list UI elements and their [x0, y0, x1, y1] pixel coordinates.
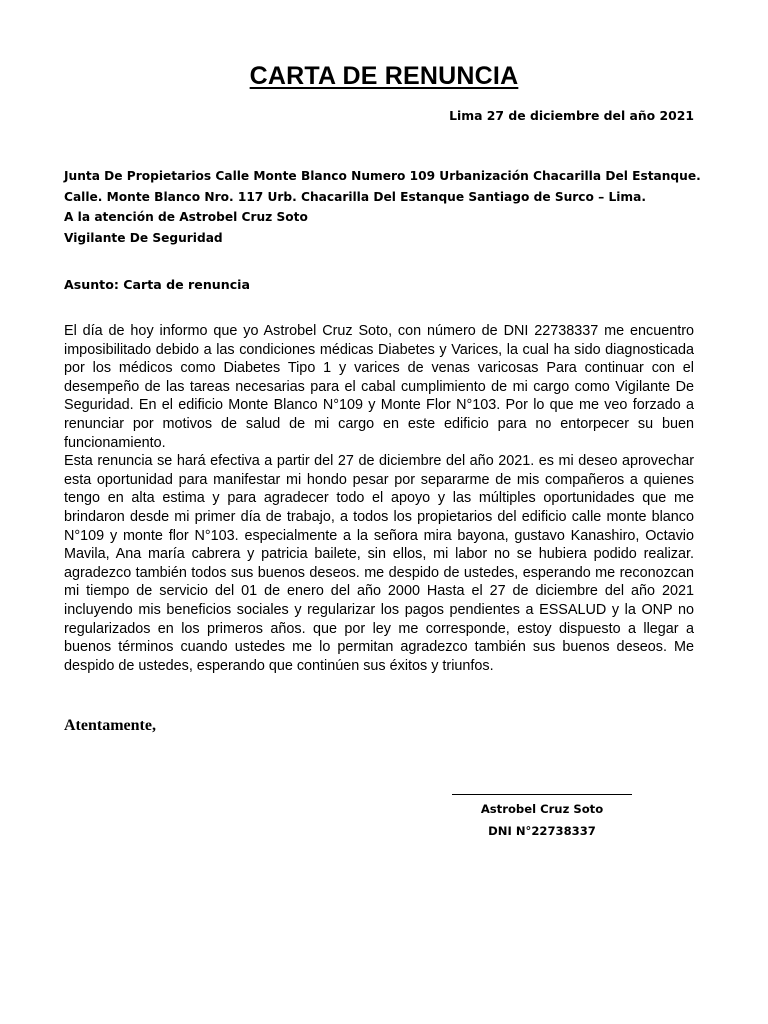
signature-name: Astrobel Cruz Soto [480, 802, 604, 816]
signature-dni: DNI N°22738337 [488, 824, 596, 838]
body-paragraph: El día de hoy informo que yo Astrobel Cruz Soto, con número de DNI 22738337 me encuentro imposibilitado debido a las condiciones médicas Diabetes y Varices, la cual ha sido diagnosticada por los médicos como Diabetes Tipo 1 y varices de venas varicosas Para continuar con el desempeño de las tareas necesarias para el cabal cumplimiento de mi cargo como Vigilante De Seguridad. En el edificio Monte Blanco N°109 y Monte Flor N°103. Por lo que me veo forzado a renunciar por motivos de salud de mi cargo en este edificio para no entorpecer su buen funcionamiento. [64, 323, 694, 451]
recipient-line: Vigilante De Seguridad [64, 230, 223, 245]
letter-title: CARTA DE RENUNCIA [249, 62, 519, 90]
letter-body [64, 322, 694, 675]
letter-subject: Asunto: Carta de renuncia [64, 277, 250, 292]
recipient-line: Junta De Propietarios Calle Monte Blanco Numero 109 Urbanización Chacarilla Del Estanque. [64, 169, 701, 183]
recipient-line: A la atención de Astrobel Cruz Soto [64, 210, 308, 224]
recipient-block [64, 166, 714, 248]
letter-date: Lima 27 de diciembre del año 2021 [449, 108, 694, 123]
letter-closing: Atentamente, [64, 717, 156, 734]
signature-line [452, 794, 632, 795]
recipient-line: Calle. Monte Blanco Nro. 117 Urb. Chacarilla Del Estanque Santiago de Surco – Lima. [64, 189, 646, 204]
body-paragraph: Esta renuncia se hará efectiva a partir del 27 de diciembre del año 2021. es mi deseo aprovechar esta oportunidad para manifestar mi hondo pesar por separarme de mis compañeros a quienes tengo en alta estima y para agradecer todo el apoyo y las múltiples oportunidades que me brindaron desde mi primer día de trabajo, a todos los propietarios del edificio calle monte blanco N°109 y monte flor N°103. especialmente a la señora mira bayona, gustavo Kanashiro, Octavio Mavila, Ana maría cabrera y patricia bailete, sin ellos, mi labor no se hubiera podido realizar. agradezco también todos sus buenos deseos. me despido de ustedes, esperando me reconozcan mi tiempo de servicio del 01 de enero del año 2000 Hasta el 27 de diciembre del año 2021 incluyendo mis beneficios sociales y regularizar los pagos pendientes a ESSALUD y la ONP no regularizados en los primeros años. que por ley me corresponde, estoy dispuesto a llegar a buenos términos cuando ustedes me lo permitan agradezco también sus buenos deseos. Me despido de ustedes, esperando que continúen sus éxitos y triunfos. [64, 453, 694, 674]
